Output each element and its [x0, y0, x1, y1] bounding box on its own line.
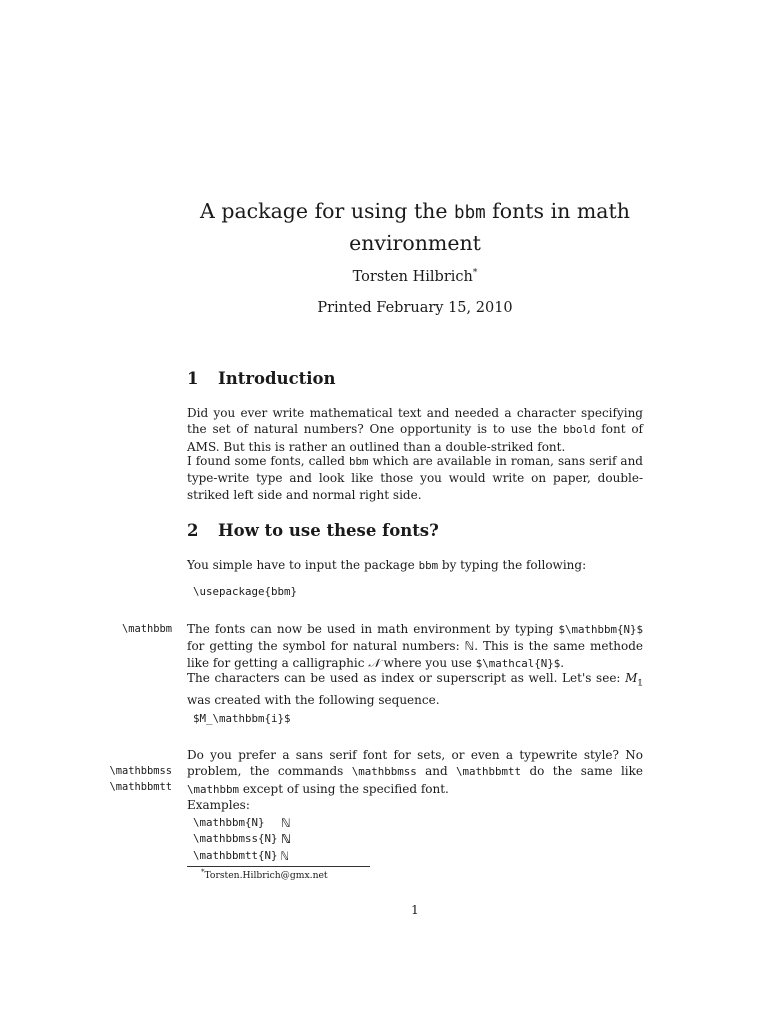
example-command: \mathbbmss{N}: [193, 832, 278, 846]
example-row: [193, 848, 291, 864]
inline-code: bbm: [418, 559, 439, 572]
example-row: [193, 831, 291, 847]
text: for getting the symbol for natural numbers:: [187, 639, 465, 654]
paragraph-intro-1: [187, 405, 643, 455]
footnote-mark: *: [201, 868, 205, 876]
example-symbol: ℕ: [281, 848, 289, 863]
examples-label: Examples:: [187, 798, 250, 812]
examples-table: [193, 815, 291, 864]
text: where you use: [379, 655, 476, 670]
example-symbol: ℕ: [281, 816, 291, 830]
text: The characters can be used as index or superscript as well. Let's see:: [187, 671, 626, 685]
inline-code: $\mathcal{N}$: [475, 656, 561, 670]
inline-code: \mathbbmss: [351, 765, 417, 779]
code-subscript-example: $M_\mathbbm{i}$: [193, 712, 291, 725]
text: You simple have to input the package: [187, 558, 419, 572]
title-text-line2: environment: [349, 231, 481, 255]
section-heading-how-to-use: [187, 521, 439, 540]
title-text-2: fonts in math: [485, 199, 630, 223]
section-title: How to use these fonts?: [218, 521, 439, 540]
paper-title: [186, 196, 644, 258]
code-usepackage: \usepackage{bbm}: [193, 585, 298, 598]
inline-code: $\mathbbm{N}$: [558, 623, 643, 636]
math-symbol: M: [625, 671, 638, 685]
text: was created with the following sequence.: [187, 692, 440, 707]
text: font of AMS. But this is rather an outlined than a double-striked font.: [187, 422, 643, 454]
text: which are available in roman, sans serif and type-write type and look like those you would write on paper, double-striked left side and normal right side.: [187, 454, 643, 502]
title-code: bbm: [454, 203, 486, 223]
math-subscript: 𝟙: [637, 678, 643, 688]
title-text-1: A package for using the: [200, 199, 455, 223]
footnote-marker: *: [472, 268, 478, 278]
paragraph-intro-2: [187, 453, 643, 503]
text: except of using the specified font.: [239, 781, 449, 796]
calligraphic-symbol: 𝒩: [368, 655, 380, 670]
paragraph-usage-3: [187, 670, 643, 708]
inline-code: \mathbbm: [187, 782, 240, 796]
paragraph-usage-4: [187, 747, 643, 798]
footnote: [201, 868, 328, 881]
text: Do you prefer a sans serif font for sets, or even a typewrite style? No problem, the commands: [187, 748, 643, 779]
section-title: Introduction: [218, 369, 336, 388]
inline-code: bbm: [348, 455, 369, 468]
text: by typing the following:: [438, 558, 587, 572]
example-command: \mathbbm{N}: [193, 816, 265, 829]
footnote-rule: [187, 866, 370, 867]
margin-note-mathbbmtt: \mathbbmtt: [109, 781, 172, 793]
paragraph-usage-1: [187, 557, 643, 574]
example-command: \mathbbmtt{N}: [193, 848, 278, 862]
inline-code: \mathbbmtt: [456, 765, 522, 779]
margin-note-mathbbmss: \mathbbmss: [109, 765, 172, 777]
date: Printed February 15, 2010: [317, 300, 513, 316]
text: The fonts can now be used in math environment by typing: [187, 622, 559, 636]
section-number: 1: [187, 369, 199, 388]
text: Did you ever write mathematical text and needed a character specifying the set of natural numbers? One opportunity is to use the: [187, 406, 643, 437]
text: and: [416, 764, 457, 779]
page-number: 1: [411, 903, 419, 917]
text: .: [560, 655, 565, 670]
author: [186, 268, 644, 285]
example-row: [193, 815, 291, 831]
text: do the same like: [521, 764, 643, 779]
example-symbol: ℕ: [281, 832, 292, 847]
inline-code: bbold: [562, 423, 596, 437]
paragraph-usage-2: [187, 621, 643, 672]
footnote-email: Torsten.Hilbrich@gmx.net: [204, 870, 328, 882]
author-name: Torsten Hilbrich: [352, 268, 473, 285]
section-heading-introduction: [187, 369, 336, 388]
section-number: 2: [187, 521, 199, 540]
text: . This is the same methode like for getting a calligraphic: [187, 639, 643, 670]
margin-note-mathbbm: \mathbbm: [121, 623, 172, 635]
naturals-symbol: ℕ: [464, 639, 475, 654]
text: I found some fonts, called: [187, 454, 349, 468]
